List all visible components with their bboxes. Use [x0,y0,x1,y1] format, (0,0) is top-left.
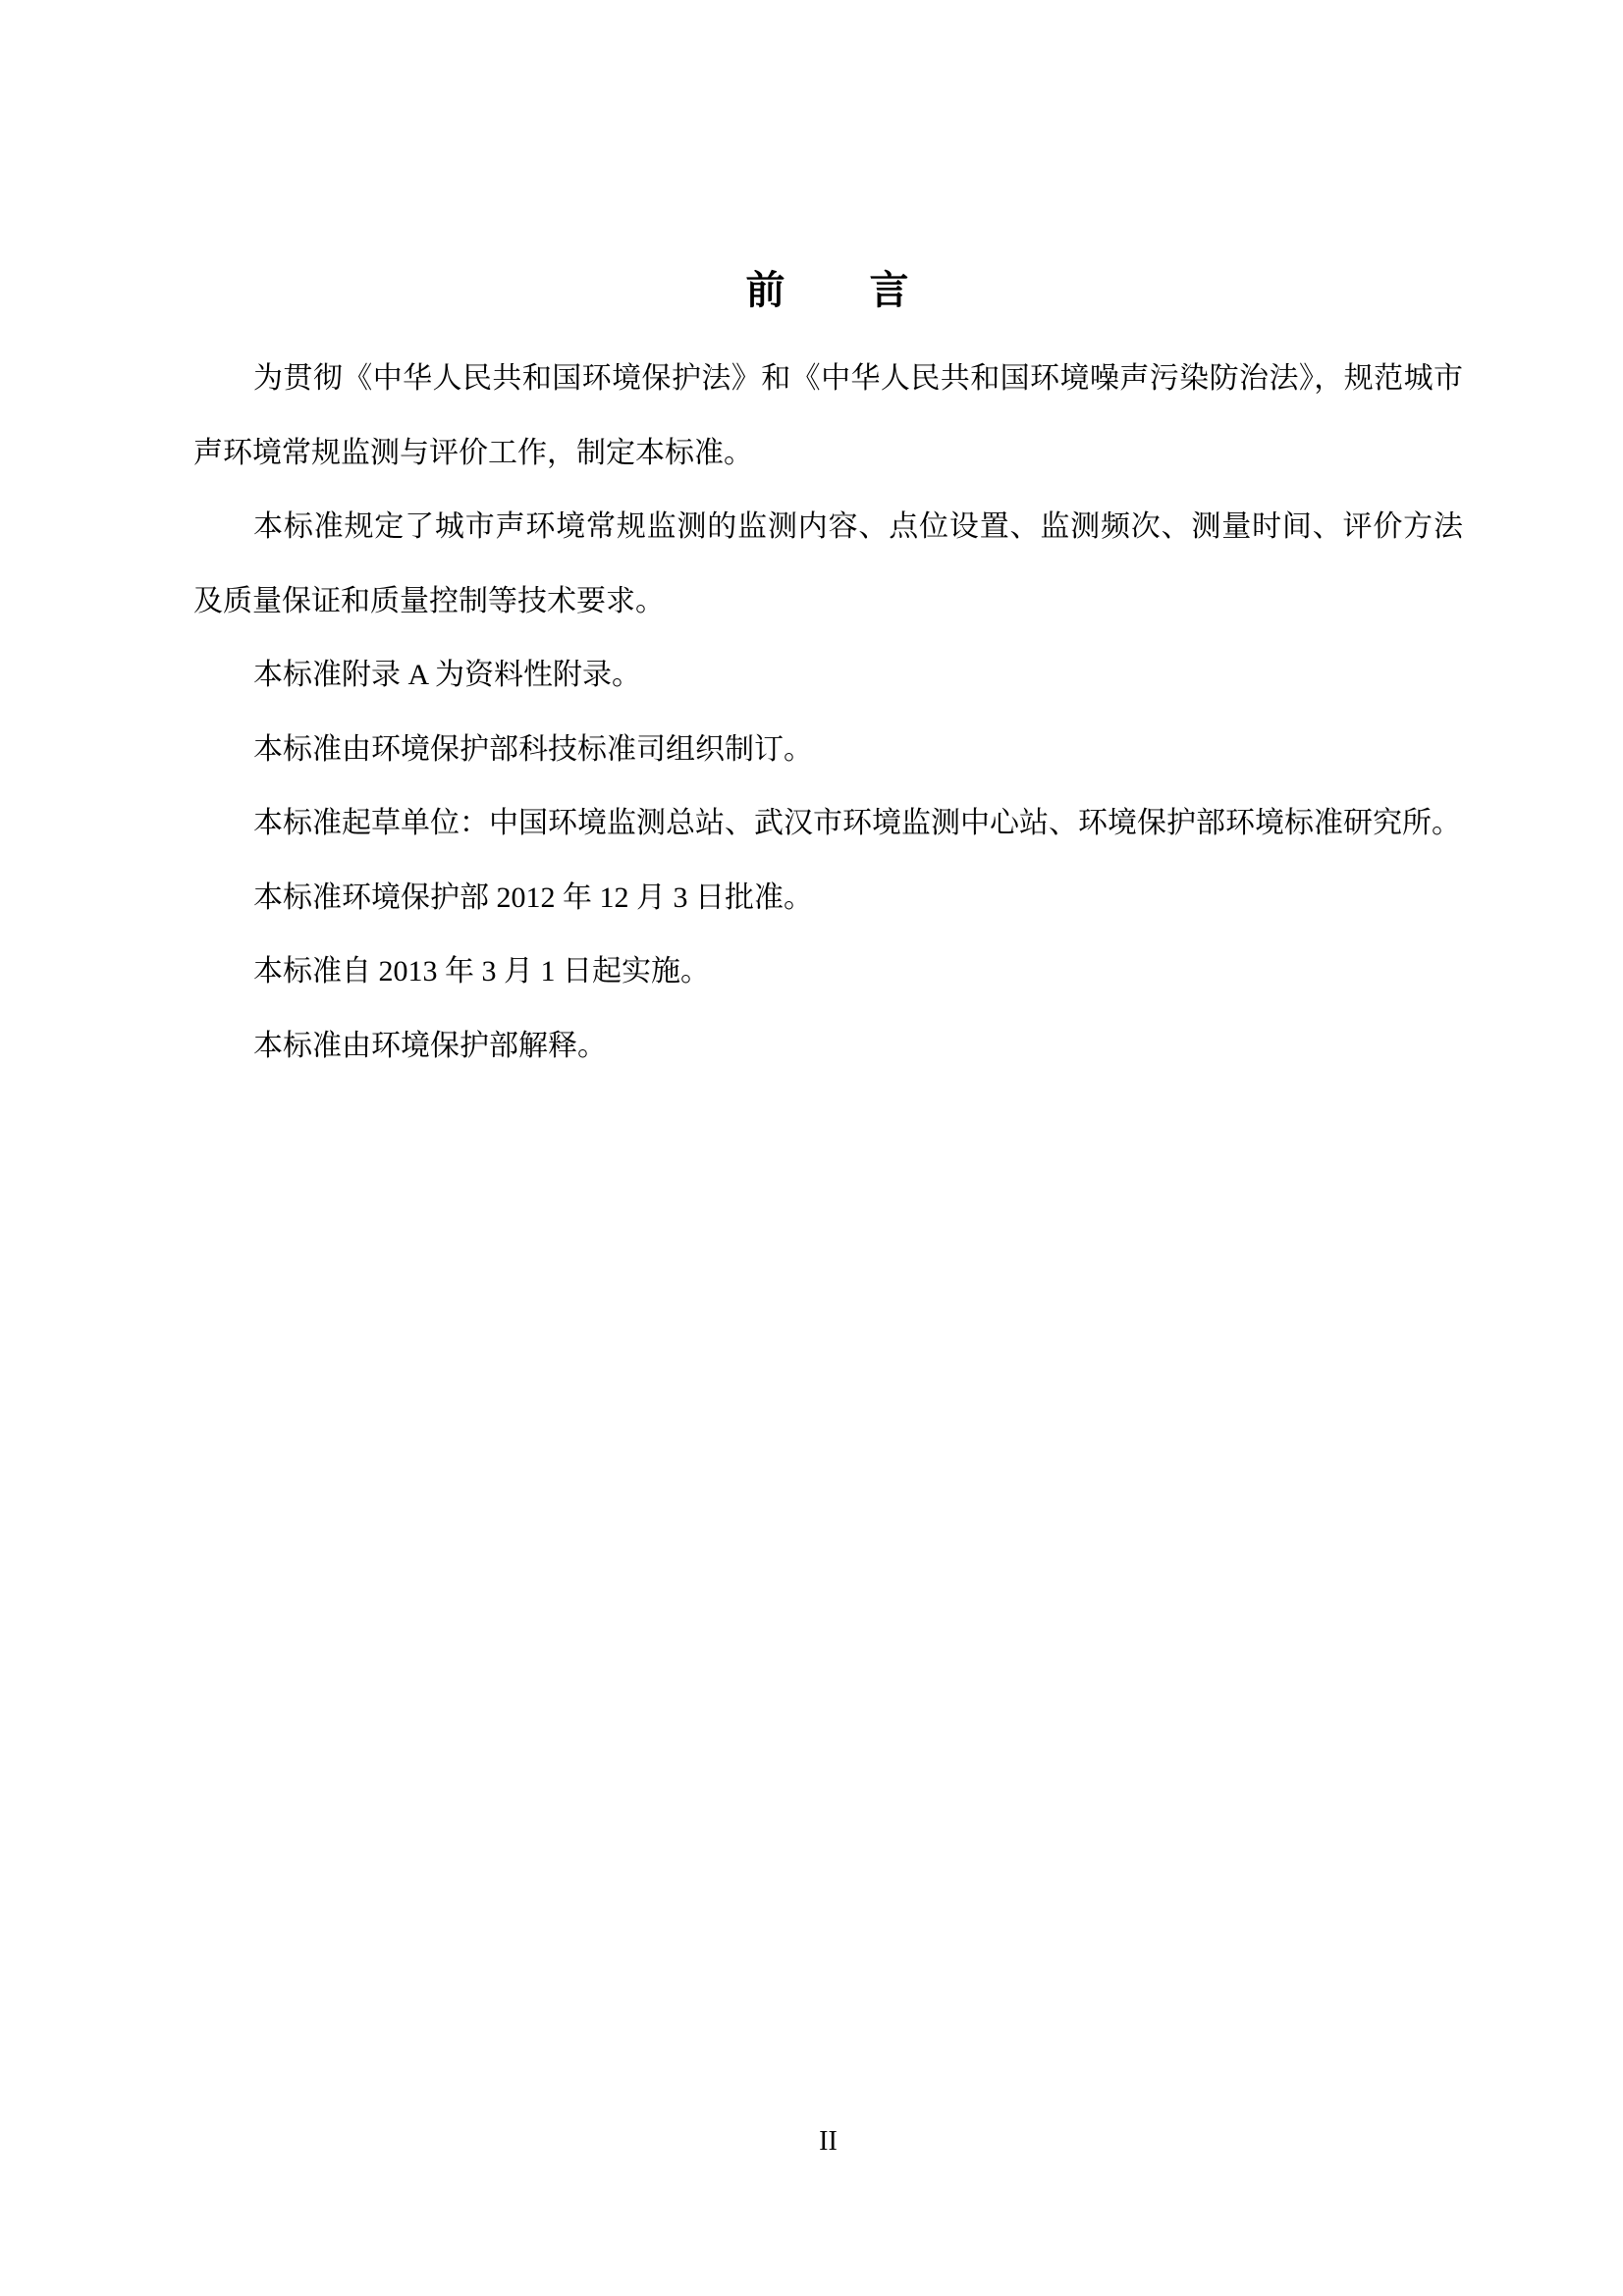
text-line: 为贯彻《中华人民共和国环境保护法》和《中华人民共和国环境噪声污染防治法》，规范城市 [253,362,1463,395]
foreword-body [193,342,1463,1083]
foreword-paragraph-1 [193,342,1463,490]
foreword-paragraph-7 [193,934,1463,1009]
text-line: 本标准规定了城市声环境常规监测的监测内容、点位设置、监测频次、测量时间、评价方法 [253,510,1463,543]
foreword-paragraph-6 [193,861,1463,935]
text-line: 本标准由环境保护部科技标准司组织制订。 [253,732,813,766]
page-number: II [819,2126,838,2157]
text-line: 本标准由环境保护部解释。 [253,1029,607,1062]
foreword-paragraph-5 [193,786,1463,861]
foreword-title: 前 言 [745,267,911,313]
foreword-paragraph-4 [193,713,1463,787]
foreword-paragraph-2 [193,490,1463,638]
foreword-paragraph-8 [193,1009,1463,1084]
foreword-paragraph-3 [193,638,1463,713]
text-line: 本标准自 2013 年 3 月 1 日起实施。 [253,955,710,988]
text-line: 本标准环境保护部 2012 年 12 月 3 日批准。 [253,881,813,914]
text-line: 及质量保证和质量控制等技术要求。 [193,584,665,617]
text-line: 声环境常规监测与评价工作，制定本标准。 [193,436,753,469]
text-line: 本标准起草单位：中国环境监测总站、武汉市环境监测中心站、环境保护部环境标准研究所。 [253,807,1461,839]
text-line: 本标准附录 A 为资料性附录。 [253,659,642,691]
